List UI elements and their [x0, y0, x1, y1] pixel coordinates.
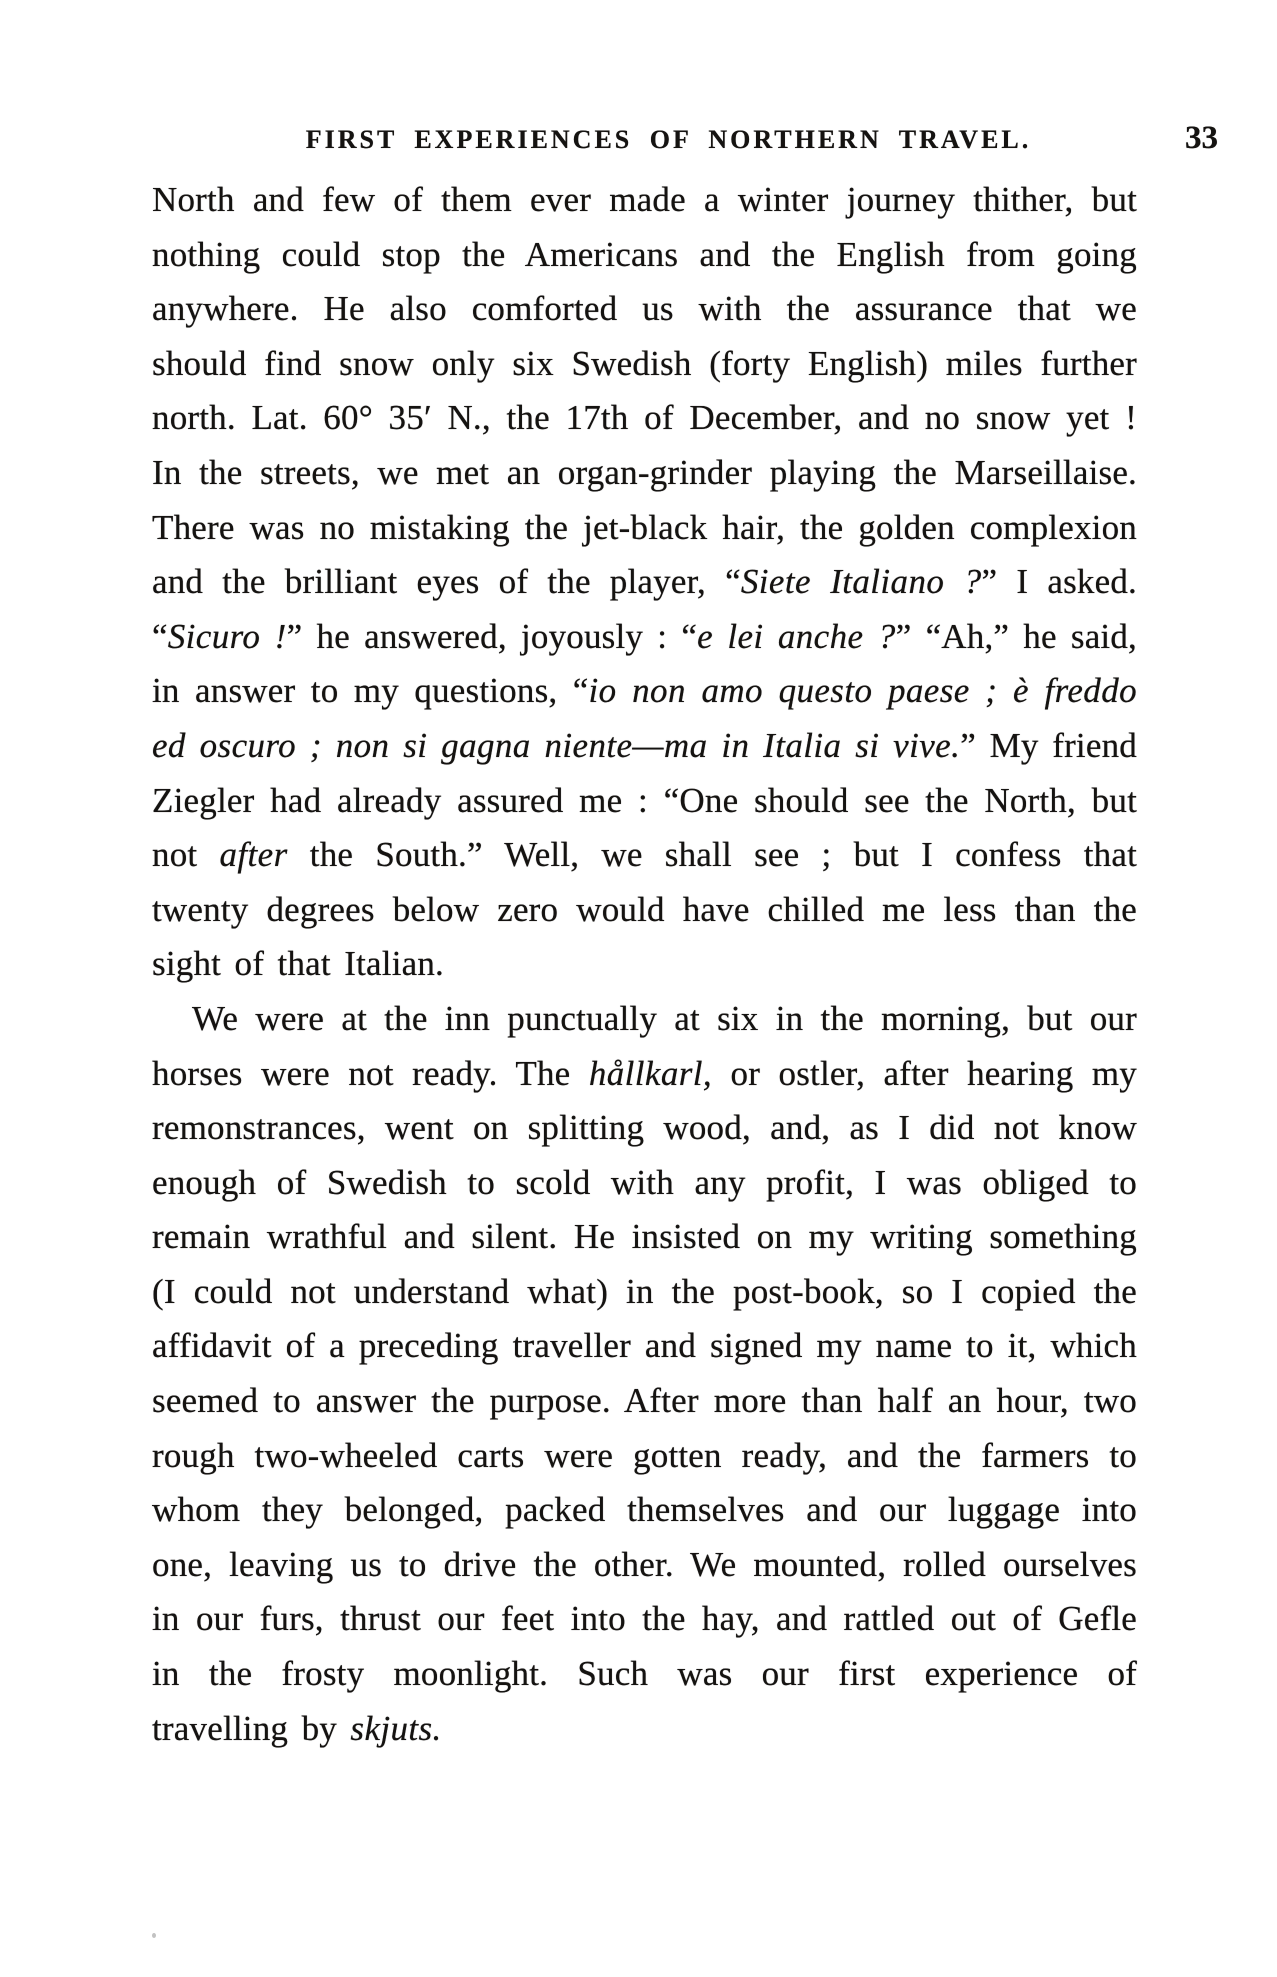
text-segment: skjuts.: [350, 1708, 442, 1748]
text-segment: or ostler, after hearing my remonstrances, went on splitting wood, and, as I did not know enough of Swedish to scold with any profit, I was obliged to remain wrathful and silent. He insisted on my writing something (I could not understand what) in the post-book, so I copied the affidavit of a preceding traveller and signed my name to it, which seemed to answer the purpose. After more than half an hour, two rough two-wheeled carts were gotten ready, and the farmers to whom they belonged, packed themselves and our luggage into one, leaving us to drive the other. We mounted, rolled ourselves in our furs, thrust our feet into the hay, and rattled out of Gefle in the frosty moonlight. Such was our first experience of travelling by: [152, 1053, 1137, 1748]
text-segment: We were at the inn punctually at six in the morning, but our horses were not ready. The: [152, 998, 1137, 1093]
text-segment: io non amo questo paese ; è freddo ed oscuro ; non si gagna niente—ma in Italia si vive.: [152, 671, 1137, 765]
paragraph: [152, 992, 1137, 1756]
text-segment: ” “Ah,” he said, in answer to my questions, “: [152, 616, 1138, 711]
scan-artifact: [152, 1933, 156, 1938]
text-segment: North and few of them ever made a winter journey thither, but nothing could stop the Americans and the English from going anywhere. He also comforted us with the assurance that we should find snow only six Swedish (forty English) miles further north. Lat. 60° 35′ N., the 17th of December, and no snow yet ! In the streets, we met an organ-grinder playing the Marseillaise. There was no mistaking the jet-black hair, the golden complexion and the brilliant eyes of the player, “: [152, 180, 1137, 602]
paragraph: [152, 173, 1137, 992]
text-segment: e lei anche ?: [697, 616, 896, 656]
text-segment: Sicuro !: [167, 616, 287, 656]
page-body: [152, 173, 1137, 1756]
running-header: [152, 120, 1218, 157]
page-number: 33: [1185, 120, 1218, 156]
text-segment: ” My friend Ziegler had already assured me : “One should see the North, but not: [152, 725, 1137, 875]
running-title: FIRST EXPERIENCES OF NORTHERN TRAVEL.: [305, 125, 1032, 154]
text-segment: Siete Italiano ?: [740, 562, 982, 602]
text-segment: ” I asked. “: [152, 562, 1137, 656]
text-segment: the South.” Well, we shall see ; but I confess that twenty degrees below zero would have chilled me less than the sight of that Italian.: [152, 835, 1138, 984]
text-segment: hållkarl,: [588, 1053, 713, 1093]
text-segment: after: [219, 835, 288, 875]
text-segment: ” he answered, joyously : “: [286, 616, 698, 656]
